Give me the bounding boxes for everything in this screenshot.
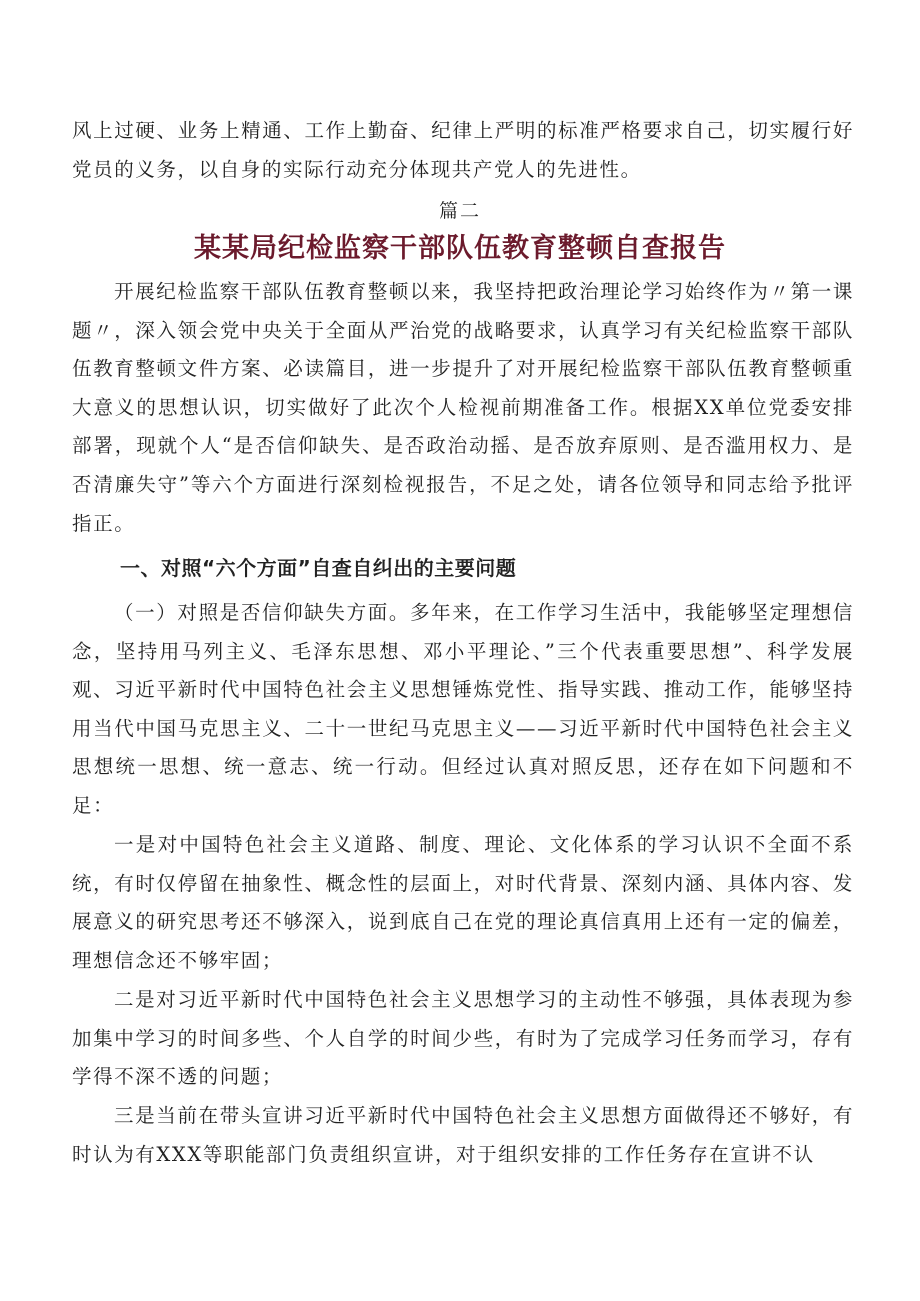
document-title: 某某局纪检监察干部队伍教育整顿自查报告 xyxy=(194,233,726,264)
problem-point-1: 一是对中国特色社会主义道路、制度、理论、文化体系的学习认识不全面不系统，有时仅停留在抽象性、概念性的层面上，对时代背景、深刻内涵、具体内容、发展意义的研究思考还不够深入，说到底自己在党的理论真信真用上还有一定的偏差，理想信念还不够牢固； xyxy=(72,833,854,972)
section-heading: 一、对照“六个方面”自查自纠出的主要问题 xyxy=(120,556,517,580)
problem-point-2: 二是对习近平新时代中国特色社会主义思想学习的主动性不够强，具体表现为参加集中学习的时间多些、个人自学的时间少些，有时为了完成学习任务而学习，存有学得不深不透的问题； xyxy=(72,988,854,1089)
subsection-paragraph: （一）对照是否信仰缺失方面。多年来，在工作学习生活中，我能够坚定理想信念，坚持用马列主义、毛泽东思想、邓小平理论、”三个代表重要思想”、科学发展观、习近平新时代中国特色社会主义思想锤炼党性、指导实践、推动工作，能够坚持用当代中国马克思主义、二十一世纪马克思主义——习近平新时代中国特色社会主义思想统一思想、统一意志、统一行动。但经过认真对照反思，还存在如下问题和不足： xyxy=(72,601,854,817)
continuation-paragraph: 风上过硬、业务上精通、工作上勤奋、纪律上严明的标准严格要求自己，切实履行好党员的义务，以自身的实际行动充分体现共产党人的先进性。 xyxy=(72,119,854,181)
problem-point-3: 三是当前在带头宣讲习近平新时代中国特色社会主义思想方面做得还不够好，有时认为有XXX等职能部门负责组织宣讲，对于组织安排的工作任务存在宣讲不认 xyxy=(72,1104,854,1166)
section-label: 篇二 xyxy=(438,200,481,222)
intro-paragraph: 开展纪检监察干部队伍教育整顿以来，我坚持把政治理论学习始终作为〃第一课题〃，深入领会党中央关于全面从严治党的战略要求，认真学习有关纪检监察干部队伍教育整顿文件方案、必读篇目，进一步提升了对开展纪检监察干部队伍教育整顿重大意义的思想认识，切实做好了此次个人检视前期准备工作。根据XX单位党委安排部署，现就个人“是否信仰缺失、是否政治动摇、是否放弃原则、是否滥用权力、是否清廉失守”等六个方面进行深刻检视报告，不足之处，请各位领导和同志给予批评指正。 xyxy=(72,280,854,535)
